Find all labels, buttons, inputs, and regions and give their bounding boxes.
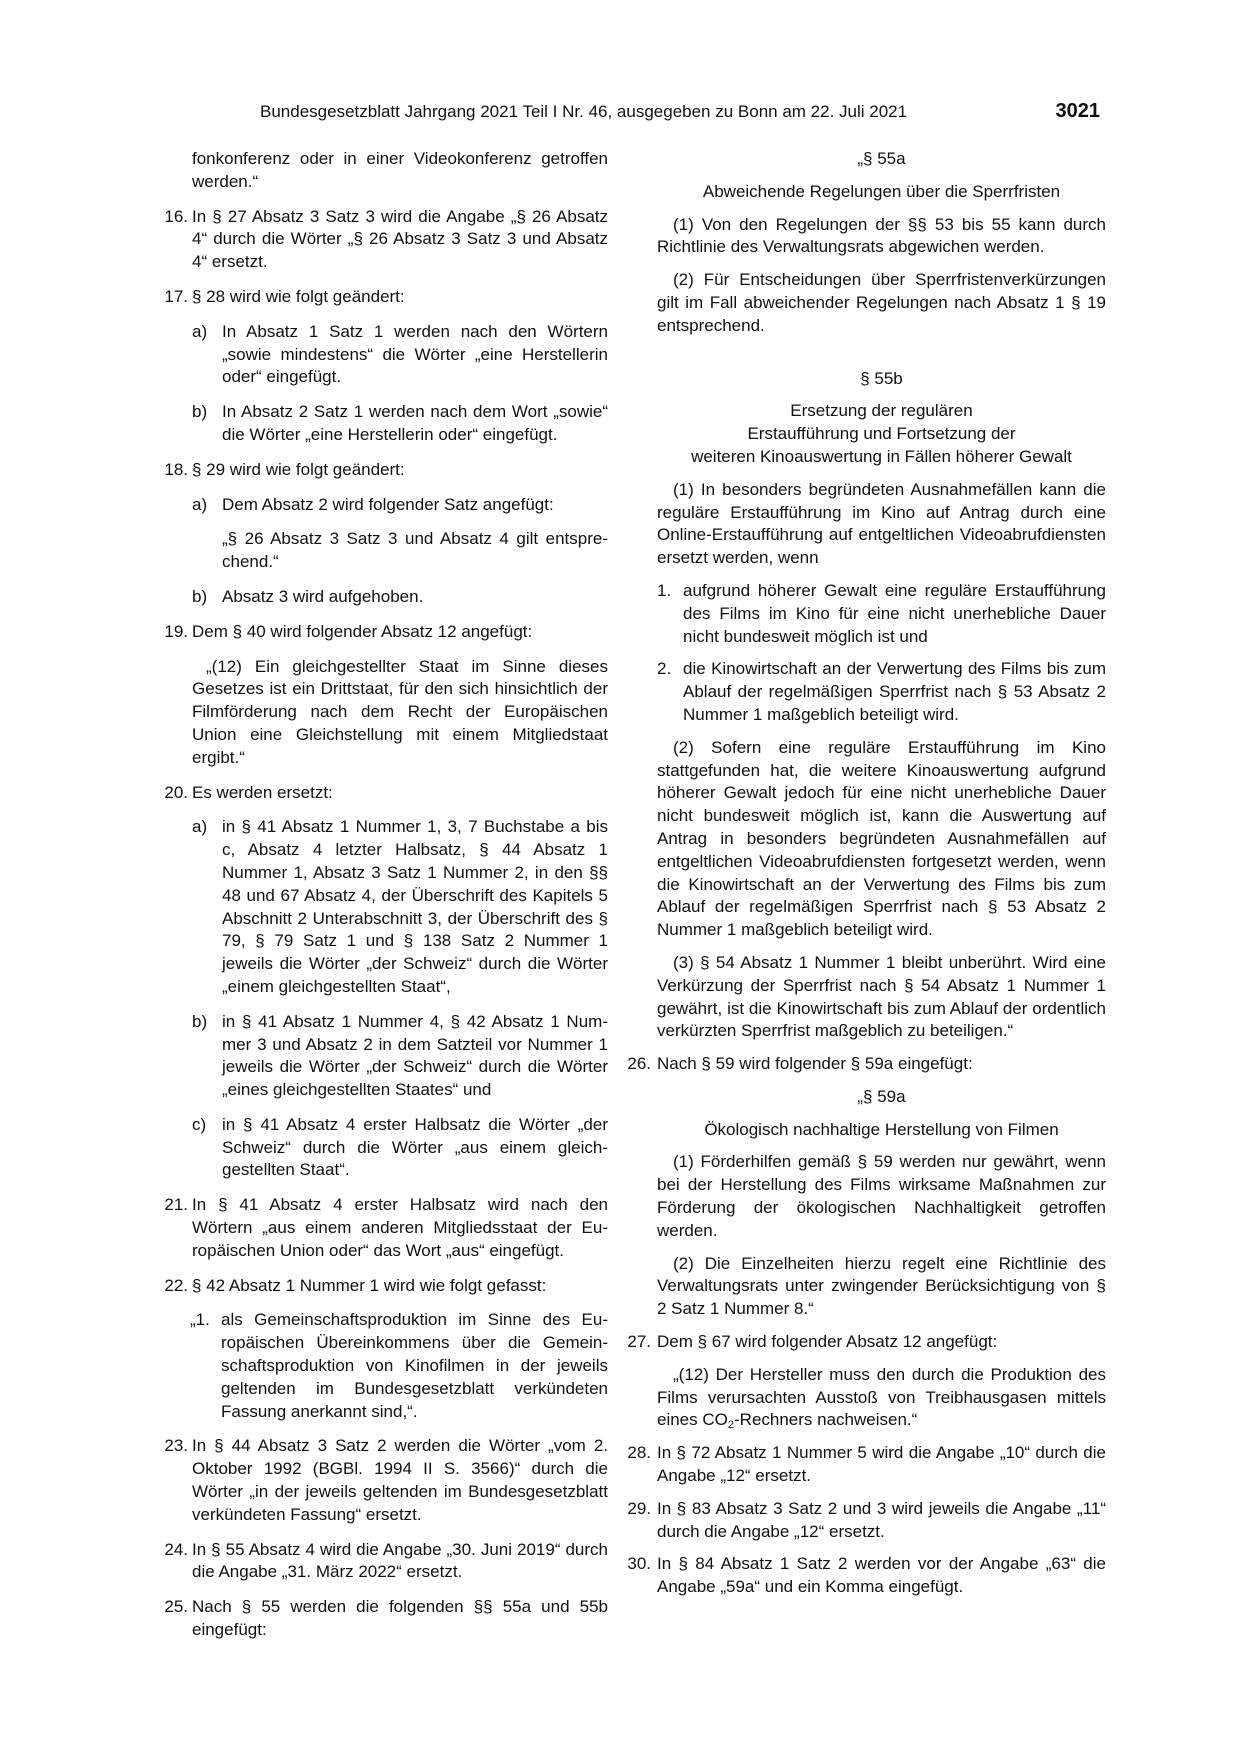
list-item-20c: c) in § 41 Absatz 4 erster Halbsatz die Wörter „der Schweiz“ durch die Wörter „aus einem gleichgestellten Staat“. (192, 1114, 608, 1180)
section-59a-title: Ökologisch nachhaltige Herstellung von Filmen (704, 1119, 1059, 1139)
list-item-27: 27. Dem § 67 wird folgender Absatz 12 angefügt: (627, 1332, 998, 1352)
page-header (260, 100, 1100, 128)
quote-27: „(12) Der Hersteller muss den durch die Produktion des Films verursachten Ausstoß von Treibhausgasen mittels eines $CO_2$-Rechners nachweisen.“ (657, 1364, 1106, 1432)
section-59a-para-1: (1) Förderhilfen gemäß § 59 werden nur gewährt, wenn bei der Herstellung des Films wirksame Maßnahmen zur Förderung der ökologischen Nachhaltigkeit getroffen werden. (657, 1152, 1106, 1240)
list-item-21: 21. In § 41 Absatz 4 erster Halbsatz wird nach den Wörtern „aus einem anderen Mitgliedsstaat der Europäischen Union oder“ das Wort „aus“ eingefügt. (164, 1195, 608, 1260)
section-55b-item-2: 2. die Kinowirtschaft an der Verwertung des Films bis zum Ablauf der regelmäßigen Sperrfrist nach § 53 Absatz 2 Nummer 1 maßgeblich beteiligt wird. (657, 659, 1106, 724)
list-item-29: 29. In § 83 Absatz 3 Satz 2 und 3 wird jeweils die Angabe „11“ durch die Angabe „12“ ersetzt. (627, 1498, 1106, 1541)
section-59a-heading: „§ 59a (857, 1086, 906, 1106)
list-item-26: 26. Nach § 59 wird folgender § 59a eingefügt: (627, 1054, 973, 1074)
section-55a-title: Abweichende Regelungen über die Sperrfristen (702, 181, 1061, 201)
list-item-30: 30. In § 84 Absatz 1 Satz 2 werden vor der Angabe „63“ die Angabe „59a“ und ein Komma eingefügt. (627, 1554, 1106, 1597)
left-column (156, 148, 608, 1642)
list-item-20b: b) in § 41 Absatz 1 Nummer 4, § 42 Absatz 1 Nummer 3 und Absatz 2 in dem Satzteil vor Nummer 1 jeweils die Wörter „der Schweiz“ durch die Wörter „eines gleichgestellten Staates“ und (192, 1011, 608, 1100)
list-item-22: 22. § 42 Absatz 1 Nummer 1 wird wie folgt gefasst: (164, 1275, 547, 1295)
section-55a-para-2: (2) Für Entscheidungen über Sperrfristenverkürzungen gilt im Fall abweichender Regelungen nach Absatz 1 § 19 entsprechend. (657, 270, 1106, 335)
list-item-19: 19. Dem § 40 wird folgender Absatz 12 angefügt: (164, 621, 533, 641)
list-item-20: 20. Es werden ersetzt: (164, 782, 333, 802)
section-55b-item-1: 1. aufgrund höherer Gewalt eine reguläre Erstaufführung des Films im Kino für eine nicht unerhebliche Dauer nicht bundesweit möglich ist und (657, 580, 1106, 646)
list-item-25: 25. Nach § 55 werden die folgenden §§ 55a und 55b eingefügt: (164, 1597, 608, 1640)
list-item-17: 17. § 28 wird wie folgt geändert: (164, 286, 405, 306)
list-item-17b: b) In Absatz 2 Satz 1 werden nach dem Wort „sowie“ die Wörter „eine Herstellerin oder“ eingefügt. (192, 402, 608, 444)
quote-19: „(12) Ein gleichgestellter Staat im Sinne dieses Gesetzes ist ein Drittstaat, für den sich hinsichtlich der Filmförderung nach dem Recht der Europäischen Union eine Gleichstellung mit einem Mitgliedstaat ergibt.“ (192, 656, 608, 767)
list-item-18: 18. § 29 wird wie folgt geändert: (164, 459, 405, 479)
section-55b-para-2: (2) Sofern eine reguläre Erstaufführung im Kino stattgefunden hat, die weitere Kinoauswertung aufgrund höherer Gewalt jedoch für eine nicht unerhebliche Dauer nicht bundesweit möglich ist, kann die Auswertung auf Antrag in besonders begründeten Ausnahmefällen auf entgeltlichen Videoabrufdiensten fortgesetzt werden, wenn die Kinowirtschaft an der Verwertung des Films bis zum Ablauf der regelmäßigen Sperrfrist nach § 53 Absatz 2 Nummer 1 maßgeblich beteiligt wird. (657, 737, 1106, 940)
quote-22: „1. als Gemeinschaftsproduktion im Sinne des Europäischen Übereinkommens über die Gemeinschaftsproduktion von Kinofilmen in der jeweils geltenden im Bundesgesetzblatt verkündeten Fassung anerkannt sind,“. (190, 1310, 608, 1421)
list-item-24: 24. In § 55 Absatz 4 wird die Angabe „30. Juni 2019“ durch die Angabe „31. März 2022“ ersetzt. (164, 1539, 608, 1582)
section-59a-para-2: (2) Die Einzelheiten hierzu regelt eine Richtlinie des Verwaltungsrats unter zwingender Berücksichtigung von § 2 Satz 1 Nummer 8.“ (657, 1253, 1106, 1319)
section-55b-para-1: (1) In besonders begründeten Ausnahmefällen kann die reguläre Erstaufführung im Kino auf Antrag durch eine Online-Erstaufführung auf entgeltlichen Videoabrufdiensten ersetzt werden, wenn (657, 479, 1106, 568)
list-item-28: 28. In § 72 Absatz 1 Nummer 5 wird die Angabe „10“ durch die Angabe „12“ ersetzt. (627, 1443, 1106, 1486)
section-55a-heading: „§ 55a (857, 149, 906, 168)
list-item-18b: b) Absatz 3 wird aufgehoben. (192, 586, 424, 606)
section-55b-para-3: (3) § 54 Absatz 1 Nummer 1 bleibt unberührt. Wird eine Verkürzung der Sperrfrist nach § 54 Absatz 1 Nummer 1 gewährt, ist die Kinowirtschaft bis zum Ablauf der ordentlich verkürzten Sperrfrist maßgeblich zu beteiligen.“ (657, 952, 1106, 1041)
right-column (627, 148, 1106, 1599)
list-item-20a: a) in § 41 Absatz 1 Nummer 1, 3, 7 Buchstabe a bis c, Absatz 4 letzter Halbsatz, § 44 Absatz 1 Nummer 1, Absatz 3 Satz 1 Nummer 2, in den §§ 48 und 67 Absatz 4, der Überschrift des Kapitels 5 Abschnitt 2 Unterabschnitt 3, der Überschrift des § 79, § 79 Satz 1 und § 138 Satz 2 Nummer 1 jeweils die Wörter „der Schweiz“ durch die Wörter „einem gleichgestellten Staat“, (192, 817, 608, 996)
section-55b-heading: § 55b (860, 368, 903, 388)
section-55b-title: Ersetzung der regulären Erstaufführung und Fortsetzung der weiteren Kinoauswertung in Fällen höherer Gewalt (691, 401, 1072, 466)
quote-18a: „§ 26 Absatz 3 Satz 3 und Absatz 4 gilt entsprechend.“ (222, 529, 608, 572)
header-title: Bundesgesetzblatt Jahrgang 2021 Teil I Nr. 46, ausgegeben zu Bonn am 22. Juli 2021 (260, 102, 908, 121)
list-item-18a: a) Dem Absatz 2 wird folgender Satz angefügt: (192, 494, 554, 514)
list-item-23: 23. In § 44 Absatz 3 Satz 2 werden die Wörter „vom 2. Oktober 1992 (BGBl. 1994 II S. 3566)“ durch die Wörter „in der jeweils geltenden im Bundesgesetzblatt verkündeten Fassung“ ersetzt. (164, 1436, 608, 1524)
list-item-16: 16. In § 27 Absatz 3 Satz 3 wird die Angabe „§ 26 Absatz 4“ durch die Wörter „§ 26 Absatz 3 Satz 3 und Absatz 4“ ersetzt. (164, 206, 608, 272)
section-55a-para-1: (1) Von den Regelungen der §§ 53 bis 55 kann durch Richtlinie des Verwaltungsrats abgewichen werden. (657, 214, 1106, 257)
list-item-17a: a) In Absatz 1 Satz 1 werden nach den Wörtern „sowie mindestens“ die Wörter „eine Herstellerin oder“ eingefügt. (192, 321, 608, 387)
page-number: 3021 (1055, 100, 1100, 122)
intro-text: fonkonferenz oder in einer Videokonferenz getroffen werden.“ (192, 149, 608, 191)
